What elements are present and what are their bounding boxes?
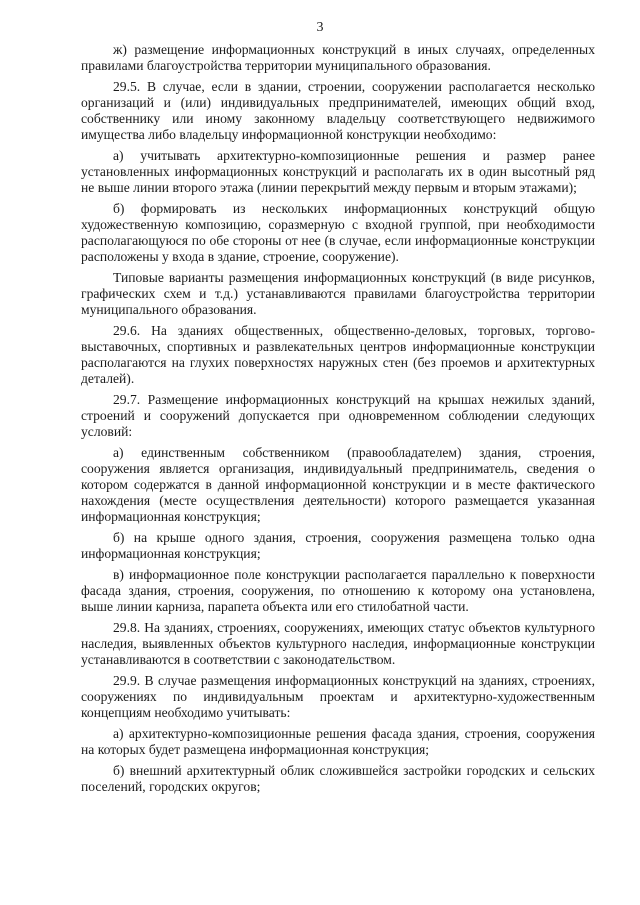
- paragraph-29-5: 29.5. В случае, если в здании, строении, сооружении располагается несколько организаций и (или) индивидуальных предпринимателей, имеющих общий вход, собственнику или иному законному владельцу соответствующего недвижимого имущества либо владельцу информационной конструкции необходимо:: [81, 79, 595, 142]
- paragraph-29-7-a: а) единственным собственником (правообладателем) здания, строения, сооружения является организация, индивидуальный предприниматель, сведения о котором содержатся в данной информационной конструкции и в месте фактического нахождения (месте осуществления деятельности) которого размещается указанная информационная конструкция;: [81, 445, 595, 524]
- paragraph-29-6: 29.6. На зданиях общественных, общественно-деловых, торговых, торгово-выставочных, спортивных и развлекательных центров информационные конструкции располагаются на глухих поверхностях наружных стен (без проемов и архитектурных деталей).: [81, 323, 595, 386]
- paragraph-29-5-b: б) формировать из нескольких информационных конструкций общую художественную композицию, соразмерную с входной группой, при необходимости располагающуюся по обе стороны от нее (в случае, если информационные конструкции расположены у входа в здание, строение, сооружение).: [81, 201, 595, 264]
- paragraph-29-8: 29.8. На зданиях, строениях, сооружениях, имеющих статус объектов культурного наследия, выявленных объектов культурного наследия, информационные конструкции устанавливаются в соответствии с законодательством.: [81, 620, 595, 667]
- paragraph-29-9-a: а) архитектурно-композиционные решения фасада здания, строения, сооружения на которых будет размещена информационная конструкция;: [81, 726, 595, 757]
- page-number: 3: [316, 20, 324, 35]
- paragraph-29-7: 29.7. Размещение информационных конструкций на крышах нежилых зданий, строений и сооружений допускается при одновременном соблюдении следующих условий:: [81, 392, 595, 439]
- paragraph-29-9: 29.9. В случае размещения информационных конструкций на зданиях, строениях, сооружениях по индивидуальным проектам и архитектурно-художественным концепциям необходимо учитывать:: [81, 673, 595, 720]
- paragraph-typical-variants: Типовые варианты размещения информационных конструкций (в виде рисунков, графических схем и т.д.) устанавливаются правилами благоустройства территории муниципального образования.: [81, 270, 595, 317]
- paragraph-29-5-a: а) учитывать архитектурно-композиционные решения и размер ранее установленных информационных конструкций и располагать их в один высотный ряд не выше линии второго этажа (линии перекрытий между первым и вторым этажами);: [81, 148, 595, 195]
- paragraph-29-7-v: в) информационное поле конструкции располагается параллельно к поверхности фасада здания, строения, сооружения, по отношению к которому она установлена, выше линии карниза, парапета объекта или его стилобатной части.: [81, 567, 595, 614]
- document-body: [81, 42, 595, 798]
- paragraph-zh: ж) размещение информационных конструкций в иных случаях, определенных правилами благоустройства территории муниципального образования.: [81, 42, 595, 73]
- paragraph-29-7-b: б) на крыше одного здания, строения, сооружения размещена только одна информационная конструкция;: [81, 530, 595, 561]
- paragraph-29-9-b: б) внешний архитектурный облик сложившейся застройки городских и сельских поселений, городских округов;: [81, 763, 595, 794]
